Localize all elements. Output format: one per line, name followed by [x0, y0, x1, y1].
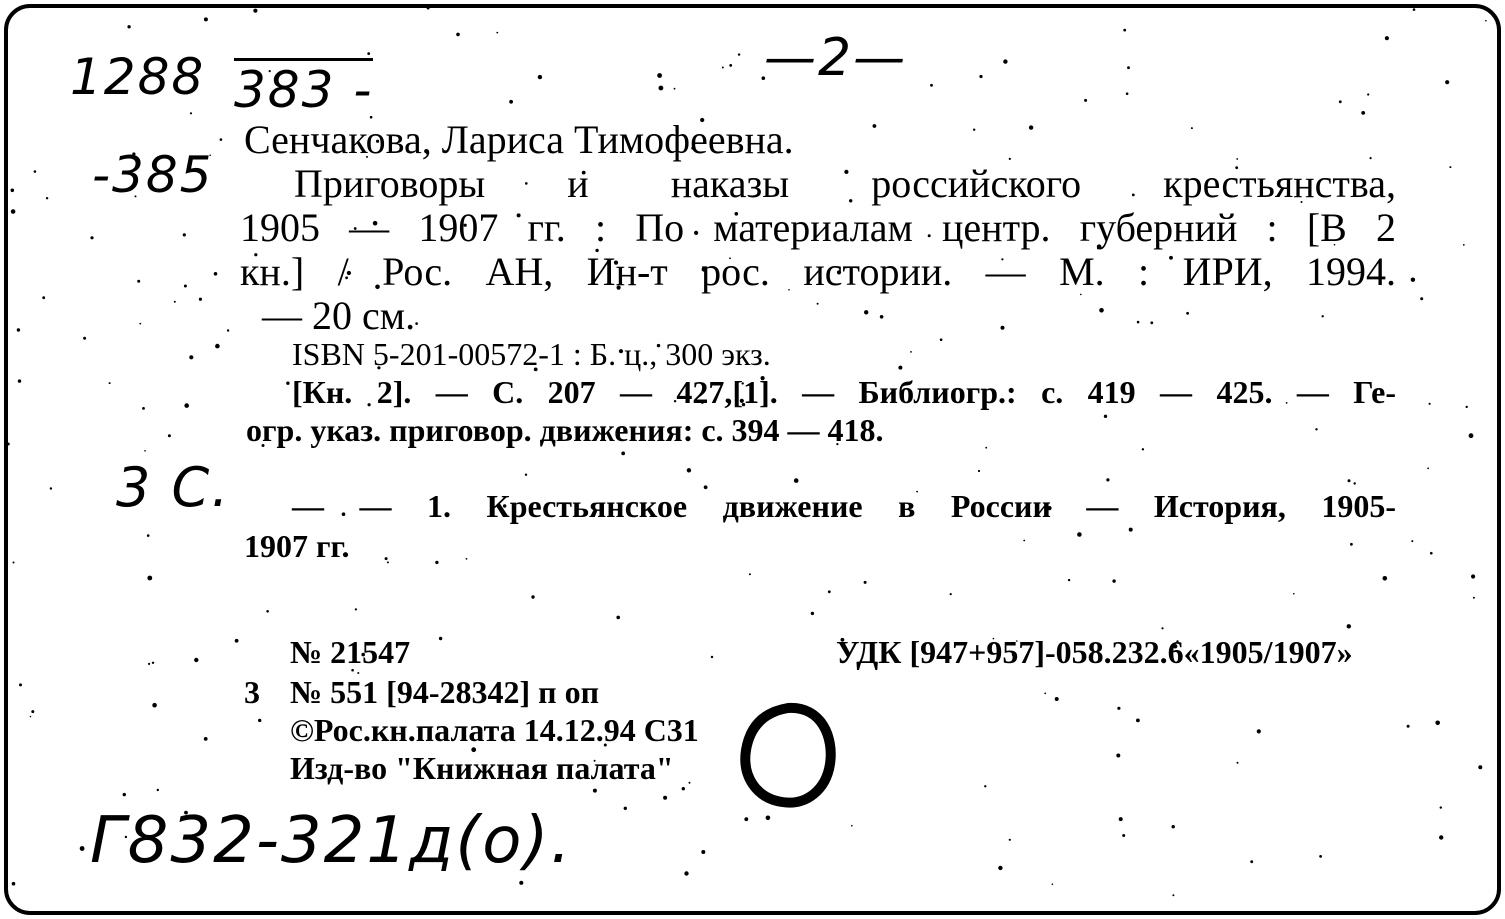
- speckle-dot: [1354, 482, 1356, 484]
- speckle-dot: [19, 683, 22, 686]
- speckle-dot: [1411, 278, 1415, 282]
- speckle-dot: [80, 846, 85, 851]
- speckle-dot: [1186, 312, 1189, 315]
- speckle-dot: [1429, 403, 1431, 405]
- speckle-dot: [189, 355, 193, 359]
- speckle-dot: [864, 581, 867, 584]
- speckle-dot: [1191, 127, 1193, 129]
- speckle-dot: [355, 608, 357, 610]
- speckle-dot: [227, 329, 229, 331]
- speckle-dot: [1123, 29, 1126, 32]
- record-number: № 21547: [290, 634, 411, 670]
- speckle-dot: [985, 447, 987, 449]
- speckle-dot: [864, 310, 868, 314]
- speckle-dot: [13, 562, 15, 564]
- speckle-dot: [1237, 762, 1239, 764]
- title-line-4: — 20 см.: [262, 293, 416, 338]
- speckle-dot: [220, 138, 223, 141]
- speckle-dot: [624, 807, 627, 810]
- speckle-dot: [1478, 765, 1482, 769]
- speckle-dot: [18, 379, 21, 382]
- speckle-dot: [109, 382, 111, 384]
- speckle-dot: [729, 64, 732, 67]
- author-heading: Сенчакова, Лариса Тимофеевна.: [244, 117, 794, 162]
- isbn-line: ISBN 5-201-00572-1 : Б. ц., 300 экз.: [292, 336, 771, 372]
- speckle-dot: [1293, 593, 1295, 595]
- speckle-dot: [525, 474, 527, 476]
- footer-prefix: 3: [244, 674, 260, 710]
- speckle-dot: [183, 233, 186, 236]
- speckle-dot: [682, 787, 685, 790]
- speckle-dot: [1084, 99, 1087, 102]
- speckle-dot: [456, 33, 460, 37]
- speckle-dot: [1348, 479, 1351, 482]
- speckle-dot: [127, 25, 130, 28]
- speckle-dot: [1420, 297, 1423, 300]
- speckle-dot: [1469, 433, 1474, 438]
- speckle-dot: [194, 658, 198, 662]
- speckle-dot: [749, 573, 751, 575]
- speckle-dot: [1250, 860, 1253, 863]
- speckle-dot: [184, 403, 189, 408]
- speckle-dot: [1116, 754, 1120, 758]
- speckle-dot: [1383, 576, 1388, 581]
- speckle-dot: [1099, 308, 1104, 313]
- speckle-dot: [30, 716, 32, 718]
- speckle-dot: [142, 407, 145, 410]
- speckle-dot: [1339, 100, 1342, 103]
- speckle-dot: [973, 129, 975, 131]
- speckle-dot: [1142, 448, 1144, 450]
- speckle-dot: [1367, 93, 1369, 95]
- speckle-dot: [930, 84, 933, 87]
- speckle-dot: [1411, 540, 1413, 542]
- speckle-dot: [1068, 579, 1070, 581]
- speckle-dot: [1430, 552, 1433, 555]
- speckle-dot: [1055, 697, 1059, 701]
- speckle-dot: [144, 450, 146, 452]
- speckle-dot: [1435, 721, 1440, 726]
- speckle-dot: [1463, 244, 1465, 246]
- speckle-dot: [873, 124, 877, 128]
- speckle-dot: [684, 871, 688, 875]
- subject-line-2: 1907 гг.: [244, 528, 350, 564]
- speckle-dot: [794, 478, 799, 483]
- handwritten-class-mark: 3 С.: [116, 456, 231, 519]
- speckle-dot: [910, 351, 912, 353]
- speckle-dot: [1117, 707, 1120, 710]
- speckle-dot: [34, 170, 37, 173]
- speckle-dot: [215, 344, 220, 349]
- footer-line-2: ©Рос.кн.палата 14.12.94 С31: [290, 712, 699, 748]
- catalog-card: [4, 4, 1501, 915]
- speckle-dot: [1473, 597, 1475, 599]
- speckle-dot: [1319, 855, 1322, 858]
- speckle-dot: [1136, 719, 1140, 723]
- speckle-dot: [367, 52, 370, 55]
- speckle-dot: [1137, 321, 1140, 324]
- speckle-dot: [531, 595, 534, 598]
- speckle-dot: [1172, 825, 1175, 828]
- speckle-dot: [538, 75, 542, 79]
- speckle-dot: [12, 882, 16, 886]
- speckle-dot: [1127, 66, 1130, 69]
- speckle-dot: [898, 366, 902, 370]
- speckle-dot: [1361, 111, 1365, 115]
- speckle-dot: [1445, 80, 1449, 84]
- speckle-dot: [137, 280, 140, 283]
- speckle-dot: [147, 534, 150, 537]
- speckle-dot: [258, 719, 261, 722]
- speckle-dot: [1150, 321, 1153, 324]
- speckle-dot: [168, 434, 171, 437]
- title-line-2: 1905 — 1907 гг. : По материалам центр. губерний : [В 2: [240, 205, 1396, 250]
- speckle-dot: [415, 322, 418, 325]
- speckle-dot: [659, 86, 664, 91]
- speckle-dot: [1257, 729, 1261, 733]
- speckle-dot: [851, 825, 853, 827]
- speckle-dot: [8, 443, 10, 446]
- speckle-dot: [439, 637, 442, 640]
- title-line-1: Приговоры и наказы российского крестьянства,: [294, 161, 1396, 206]
- circle-hole-mark: [730, 698, 850, 818]
- speckle-dot: [387, 561, 389, 563]
- speckle-dot: [466, 558, 468, 560]
- speckle-dot: [157, 789, 159, 791]
- speckle-dot: [174, 301, 176, 303]
- speckle-dot: [1439, 835, 1443, 839]
- speckle-dot: [204, 17, 208, 21]
- speckle-dot: [50, 487, 52, 489]
- speckle-dot: [1112, 579, 1115, 582]
- speckle-dot: [1129, 528, 1133, 532]
- subject-line-1: — — 1. Крестьянское движение в России — История, 1905-: [292, 488, 1396, 524]
- handwritten-overline-number: 383 -: [234, 58, 373, 119]
- speckle-dot: [978, 470, 980, 472]
- speckle-dot: [46, 197, 48, 199]
- speckle-dot: [435, 561, 438, 564]
- speckle-dot: [519, 881, 523, 885]
- speckle-dot: [1440, 806, 1442, 808]
- speckle-dot: [1001, 326, 1005, 330]
- speckle-dot: [90, 236, 93, 239]
- speckle-dot: [286, 382, 289, 385]
- footer-line-1: № 551 [94-28342] п оп: [290, 674, 599, 710]
- speckle-dot: [1407, 725, 1410, 728]
- title-line-3: кн.] / Рос. АН, Ин-т рос. истории. — М. : ИРИ, 1994.: [240, 249, 1396, 294]
- speckle-dot: [701, 850, 705, 854]
- speckle-dot: [1322, 315, 1324, 317]
- speckle-dot: [1370, 157, 1372, 159]
- speckle-dot: [674, 88, 676, 90]
- speckle-dot: [385, 557, 388, 560]
- speckle-dot: [83, 337, 86, 340]
- speckle-dot: [1471, 574, 1475, 578]
- handwritten-page-mark: —2—: [764, 28, 908, 88]
- speckle-dot: [1052, 883, 1054, 885]
- speckle-dot: [1485, 20, 1487, 22]
- speckle-dot: [1466, 406, 1468, 408]
- speckle-dot: [204, 737, 208, 741]
- speckle-dot: [199, 298, 202, 301]
- speckle-dot: [663, 796, 667, 800]
- notes-line-2: огр. указ. приговор. движения: с. 394 — 418.: [246, 412, 884, 448]
- speckle-dot: [184, 285, 187, 288]
- speckle-dot: [1077, 532, 1082, 537]
- speckle-dot: [1009, 839, 1011, 841]
- speckle-dot: [817, 303, 819, 305]
- footer-line-3: Изд-во "Книжная палата": [290, 750, 674, 786]
- speckle-dot: [123, 793, 126, 796]
- speckle-dot: [880, 315, 884, 319]
- speckle-dot: [1104, 415, 1107, 418]
- speckle-dot: [1427, 468, 1429, 470]
- speckle-dot: [1106, 478, 1109, 481]
- speckle-dot: [657, 73, 662, 78]
- speckle-dot: [979, 75, 982, 78]
- speckle-dot: [147, 576, 152, 581]
- speckle-dot: [722, 67, 724, 69]
- speckle-dot: [998, 866, 1002, 870]
- speckle-dot: [621, 452, 625, 456]
- speckle-dot: [509, 100, 513, 104]
- speckle-dot: [1003, 59, 1007, 63]
- speckle-dot: [266, 610, 269, 613]
- speckle-dot: [1347, 624, 1351, 628]
- speckle-dot: [1029, 125, 1033, 129]
- speckle-dot: [11, 209, 16, 214]
- speckle-dot: [152, 703, 157, 708]
- speckle-dot: [1126, 92, 1129, 95]
- speckle-dot: [593, 789, 597, 793]
- speckle-dot: [1315, 428, 1317, 430]
- speckle-dot: [1023, 540, 1025, 542]
- speckle-dot: [828, 590, 831, 593]
- speckle-dot: [11, 189, 15, 193]
- speckle-dot: [811, 612, 814, 615]
- speckle-dot: [984, 785, 986, 787]
- speckle-dot: [427, 8, 430, 10]
- speckle-dot: [235, 639, 239, 643]
- speckle-dot: [214, 272, 218, 276]
- speckle-dot: [1122, 834, 1125, 837]
- speckle-dot: [1172, 894, 1174, 896]
- speckle-dot: [1413, 8, 1416, 11]
- notes-line-1: [Кн. 2]. — С. 207 — 427,[1]. — Библиогр.: с. 419 — 425. — Ге-: [292, 374, 1396, 410]
- speckle-dot: [738, 53, 740, 55]
- speckle-dot: [190, 112, 192, 114]
- handwritten-range-end: -385: [92, 146, 214, 204]
- speckle-dot: [1385, 36, 1389, 40]
- speckle-dot: [1350, 543, 1353, 546]
- speckle-dot: [687, 468, 691, 472]
- speckle-dot: [950, 593, 952, 595]
- udc-code: УДК [947+957]-058.232.6«1905/1907»: [836, 634, 1353, 670]
- speckle-dot: [152, 662, 154, 664]
- speckle-dot: [1449, 166, 1451, 168]
- speckle-dot: [42, 296, 45, 299]
- speckle-dot: [17, 328, 20, 331]
- speckle-dot: [148, 663, 150, 665]
- speckle-dot: [253, 9, 257, 13]
- speckle-dot: [616, 616, 620, 620]
- speckle-dot: [496, 32, 498, 34]
- speckle-dot: [711, 656, 713, 658]
- speckle-dot: [940, 338, 943, 341]
- speckle-dot: [31, 710, 34, 713]
- speckle-dot: [689, 782, 691, 784]
- speckle-dot: [1044, 693, 1046, 695]
- handwritten-top-left-number: 1288: [70, 48, 206, 106]
- speckle-dot: [1119, 817, 1123, 821]
- handwritten-bottom-code: Г832-321д(о).: [90, 804, 573, 878]
- speckle-dot: [1161, 627, 1163, 629]
- speckle-dot: [139, 323, 141, 325]
